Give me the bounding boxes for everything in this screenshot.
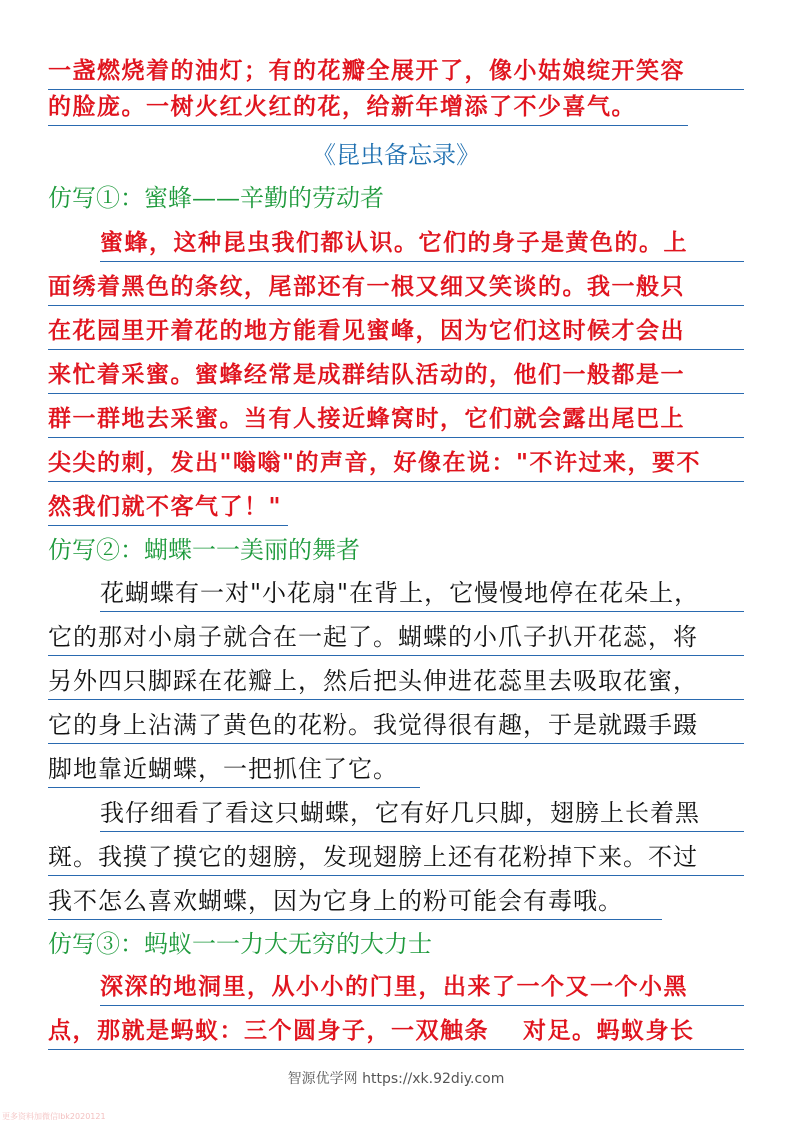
imitation1-heading: 仿写①：蜜蜂——辛勤的劳动者: [48, 184, 384, 212]
footer-watermark: 智源优学网 https://xk.92diy.com: [287, 1071, 505, 1087]
paragraph-line: 群一群地去采蜜。当有人接近蜂窝时，它们就会露出尾巴上: [48, 404, 744, 438]
imitation3-heading: 仿写③：蚂蚁一一力大无穷的大力士: [48, 930, 432, 958]
paragraph-line: 蜜蜂，这种昆虫我们都认识。它们的身子是黄色的。上: [100, 228, 744, 262]
paragraph-line: 另外四只脚踩在花瓣上，然后把头伸进花蕊里去吸取花蜜，: [48, 666, 744, 700]
section-title: 《昆虫备忘录》: [312, 141, 480, 169]
corner-watermark: 更多资料加微信lbk2020121: [2, 1112, 106, 1121]
paragraph-line: 它的身上沾满了黄色的花粉。我觉得很有趣，于是就蹑手蹑: [48, 710, 744, 744]
paragraph-line: 来忙着采蜜。蜜蜂经常是成群结队活动的，他们一般都是一: [48, 360, 744, 394]
paragraph-line: 我仔细看了看这只蝴蝶，它有好几只脚，翅膀上长着黑: [100, 798, 744, 832]
paragraph-line: 它的那对小扇子就合在一起了。蝴蝶的小爪子扒开花蕊，将: [48, 622, 744, 656]
imitation2-heading: 仿写②：蝴蝶一一美丽的舞者: [48, 536, 360, 564]
paragraph-line: 我不怎么喜欢蝴蝶，因为它身上的粉可能会有毒哦。: [48, 886, 662, 920]
paragraph-line: 脚地靠近蝴蝶，一把抓住了它。: [48, 754, 420, 788]
paragraph-line: 花蝴蝶有一对"小花扇"在背上，它慢慢地停在花朵上，: [100, 578, 744, 612]
intro-line: 一盏燃烧着的油灯；有的花瓣全展开了，像小姑娘绽开笑容: [48, 56, 744, 90]
paragraph-line: 在花园里开着花的地方能看见蜜峰，因为它们这时候才会出: [48, 316, 744, 350]
paragraph-line: 然我们就不客气了！": [48, 492, 288, 526]
paragraph-line: 深深的地洞里，从小小的门里，出来了一个又一个小黑: [100, 972, 744, 1006]
paragraph-line: 尖尖的刺，发出"嗡嗡"的声音，好像在说："不许过来，要不: [48, 448, 744, 482]
paragraph-line: 面绣着黑色的条纹，尾部还有一根又细又笑谈的。我一般只: [48, 272, 744, 306]
paragraph-line: 斑。我摸了摸它的翅膀，发现翅膀上还有花粉掉下来。不过: [48, 842, 744, 876]
paragraph-line: 点，那就是蚂蚁：三个圆身子，一双触条 对足。蚂蚁身长: [48, 1016, 744, 1050]
intro-line: 的脸庞。一树火红火红的花，给新年增添了不少喜气。: [48, 92, 688, 126]
